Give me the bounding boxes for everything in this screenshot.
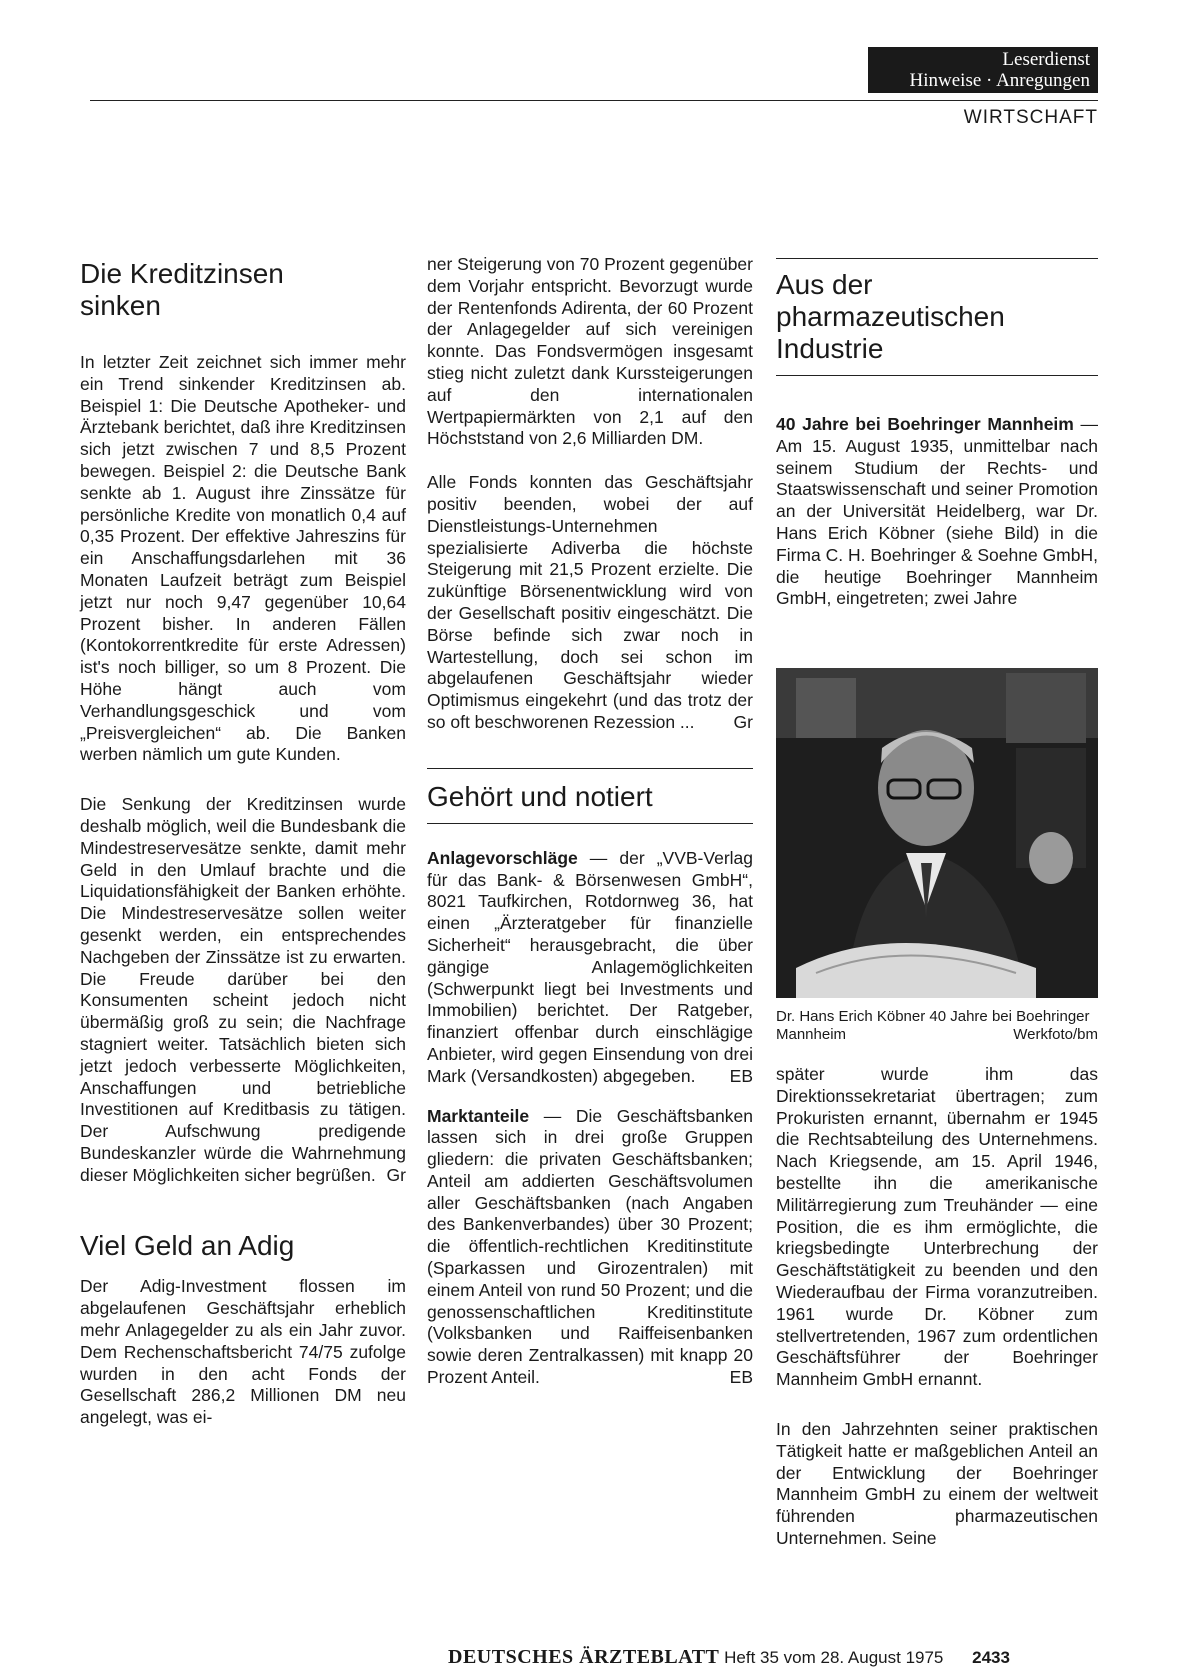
adig-paragraph-1: Der Adig-Investment flossen im abgelaufenen Geschäftsjahr erheblich mehr Anlagegelder zu als ein Jahr zuvor. Dem Rechenschaftsbericht 74/75 zufolge wurden in den acht Fonds der Gesellschaft 286,2 Millionen DM neu angelegt, was ei- [80, 1276, 406, 1428]
anlagevorschlaege-lead: Anlagevorschläge [427, 847, 578, 868]
kreditzinsen-paragraph-2 [80, 794, 406, 1186]
photo-caption [776, 1008, 1098, 1044]
boehringer-lead: 40 Jahre bei Boehringer Mannheim [776, 414, 1074, 434]
column-2 [427, 254, 753, 1389]
article-title-kreditzinsen: Die Kreditzinsen sinken [80, 258, 284, 321]
leserdienst-badge [868, 47, 1098, 93]
kreditzinsen-paragraph-2-text: Die Senkung der Kreditzinsen wurde deshalb möglich, weil die Bundesbank die Mindestreservesätze senkte, damit mehr Geld in den Umlauf brachte und die Liquidationsfähigkeit der Banken erhöhte. Die Mindestreservesätze sollen weiter gesenkt werden, ein entsprechendes Nachgeben der Zinssätze ist zu erwarten. Die Freude darüber bei den Konsumenten scheint jedoch nicht übermäßig groß zu sein; die Nachfrage stagniert weiter. Tatsächlich bieten sich jetzt jedoch verbesserte Möglichkeiten, Anschaffungen und betriebliche Investitionen auf Kreditbasis zu tätigen. Der Aufschwung predigende Bundeskanzler würde die Wahrnehmung dieser Möglichkeiten sicher begrüßen. [80, 794, 406, 1185]
anlagevorschlaege-text: — der „VVB-Verlag für das Bank- & Börsenwesen GmbH“, 8021 Taufkirchen, Rotdornweg 36, hat einen „Ärzteratgeber für finanzielle Sicherheit“ herausgebracht, die über gängige Anlagemöglichkeiten (Schwerpunkt liegt bei Investments und Immobilien) berichtet. Der Ratgeber, finanziert offenbar durch einschlägige Anbieter, wird gegen Einsendung von drei Mark (Versandkosten) abgegeben. [427, 847, 753, 1086]
column-3 [776, 258, 1098, 610]
article-title-adig: Viel Geld an Adig [80, 1230, 295, 1262]
adig-paragraph-2: ner Steigerung von 70 Prozent gegenüber dem Vorjahr entspricht. Bevorzugt wurde der Rentenfonds Adirenta, der 60 Prozent der Anlagegelder auf sich vereinigen konnte. Das Fondsvermögen insgesamt stieg nicht zuletzt dank Kurssteigerungen auf den internationalen Wertpapiermärkten von 2,1 auf den Höchststand von 2,6 Milliarden DM. [427, 254, 753, 449]
anlagevorschlaege-paragraph [427, 848, 753, 1088]
badge-line-1: Leserdienst [1002, 49, 1090, 70]
author-signature: Gr [386, 1164, 406, 1185]
author-signature: Gr [733, 711, 753, 732]
marktanteile-text: — Die Geschäftsbanken lassen sich in drei große Gruppen gliedern: die privaten Geschäftsbanken; Anteil am addierten Geschäftsvolumen aller Geschäftsbanken (nach Angaben des Bankenverbandes) über 30 Prozent; die öffentlich-rechtlichen Kreditinstitute (Sparkassen und Girozentralen) mit einem Anteil von rund 50 Prozent; und die genossenschaftlichen Kreditinstitute (Volksbanken und Raiffeisenbanken sowie deren Zentralkassen) mit knapp 20 Prozent Anteil. [427, 1105, 753, 1388]
portrait-photo-drawing [776, 668, 1098, 998]
boehringer-text-1: — Am 15. August 1935, unmittelbar nach seinem Studium der Rechts- und Staatswissenschaft und seiner Promotion an der Universität Heidelberg, war Dr. Hans Erich Köbner (siehe Bild) in die Firma C. H. Boehringer & Soehne GmbH, die heutige Boehringer Mannheim GmbH, eingetreten; zwei Jahre [776, 414, 1098, 609]
kreditzinsen-paragraph-1: In letzter Zeit zeichnet sich immer mehr ein Trend sinkender Kreditzinsen ab. Beispiel 1: Die Deutsche Apotheker- und Ärztebank berichtet, daß ihre Kreditzinsen sich jetzt zwischen 7 und 8,5 Prozent bewegen. Beispiel 2: die Deutsche Bank senkte ab 1. August ihre Zinssätze für persönliche Kredite von monatlich 0,4 auf 0,35 Prozent. Der effektive Jahreszins für ein Anschaffungsdarlehen mit 36 Monaten Laufzeit beträgt zum Beispiel jetzt nur noch 9,47 gegenüber 10,64 Prozent bisher. In anderen Fällen (Kontokorrentkredite für erste Adressen) ist's noch billiger, so um 8 Prozent. Die Höhe hängt auch vom Verhandlungsgeschick und vom „Preisvergleichen“ ab. Die Banken werben nämlich um gute Kunden. [80, 352, 406, 765]
caption-credit: Werkfoto/bm [1013, 1026, 1098, 1043]
page-number: 2433 [972, 1648, 1010, 1667]
marktanteile-lead: Marktanteile [427, 1105, 530, 1126]
adig-paragraph-3-text: Alle Fonds konnten das Geschäftsjahr positiv beenden, wobei der auf Dienstleistungs-Unternehmen spezialisierte Adiverba die höchste Steigerung mit 21,5 Prozent erzielte. Die zukünftige Börsenentwicklung wird von der Gesellschaft positiv eingeschätzt. Die Börse befinde sich zwar noch in Wartestellung, doch sei schon im abgelaufenen Geschäftsjahr wieder Optimismus eingekehrt (und das trotz der so oft beschworenen Rezession ... [427, 472, 753, 732]
boehringer-paragraph-1 [776, 414, 1098, 610]
column-3-continued [776, 1064, 1098, 1550]
article-title-gehoert: Gehört und notiert [427, 780, 653, 812]
masthead: DEUTSCHES ÄRZTEBLATT [448, 1646, 720, 1668]
column-1 [80, 258, 406, 1429]
portrait-photo [776, 668, 1098, 998]
header-rule [90, 100, 1098, 101]
article-title-pharma: Aus der pharmazeutischen Industrie [776, 269, 1005, 364]
title-rule-top [776, 258, 1098, 259]
page-footer [448, 1646, 1010, 1669]
title-rule-top [427, 768, 753, 769]
caption-text: Dr. Hans Erich Köbner 40 Jahre bei Boehringer Mannheim [776, 1008, 1090, 1043]
section-label: WIRTSCHAFT [963, 107, 1098, 128]
marktanteile-paragraph [427, 1106, 753, 1389]
author-signature: EB [729, 1065, 753, 1086]
issue-info: Heft 35 vom 28. August 1975 [724, 1648, 944, 1667]
adig-paragraph-3 [427, 472, 753, 734]
badge-line-2: Hinweise · Anregungen [909, 70, 1090, 91]
boehringer-paragraph-3: In den Jahrzehnten seiner praktischen Tätigkeit hatte er maßgeblichen Anteil an der Entwicklung der Boehringer Mannheim GmbH zu einem der weltweit führenden pharmazeutischen Unternehmen. Seine [776, 1418, 1098, 1548]
author-signature: EB [729, 1367, 753, 1388]
boehringer-paragraph-2: später wurde ihm das Direktionssekretariat übertragen; zum Prokuristen ernannt, übernahm er 1945 die Rechtsabteilung des Unternehmens. Nach Kriegsende, am 15. April 1946, bestellte ihn die amerikanische Militärregierung zum Treuhänder — eine Position, die es ihm ermöglichte, die kriegsbedingte Unterbrechung der Geschäftstätigkeit zu beenden und den Wiederaufbau der Firma voranzutreiben. 1961 wurde Dr. Köbner zum stellvertretenden, 1967 zum ordentlichen Geschäftsführer der Boehringer Mannheim GmbH ernannt. [776, 1064, 1098, 1390]
